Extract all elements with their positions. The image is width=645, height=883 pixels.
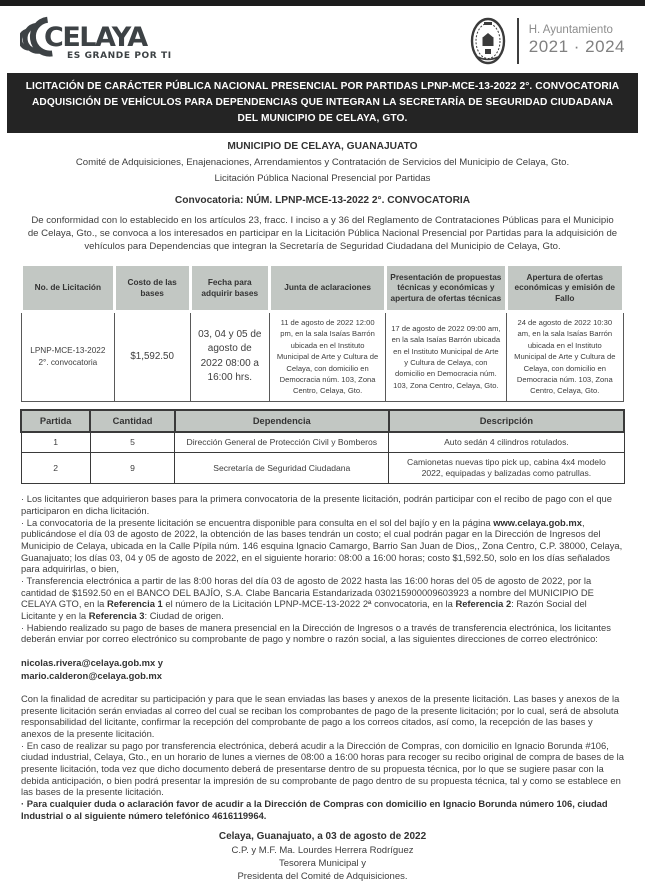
col-header-costo: Costo de las bases	[114, 264, 190, 311]
bullet-previous-bases: · Los licitantes que adquirieron bases para la primera convocatoria de la presente licitación, podrán participar con el recibo de pago con el que participaron en dicha licitación.	[21, 493, 612, 516]
ayuntamiento-text	[529, 24, 625, 57]
bullet-send-receipt: · Habiendo realizado su pago de bases de manera presencial en la Dirección de Ingresos o a través de transferencia electrónica, los licitantes deberán enviar por correo electrónico su comprobante de pago y nombre o razón social, a las siguientes direcciones de correo electrónico:	[21, 621, 611, 645]
items-table	[20, 409, 625, 485]
cell-cantidad: 5	[90, 432, 174, 453]
ayuntamiento-block	[469, 16, 625, 66]
paragraph-accreditation: Con la finalidad de acreditar su participación y para que le sean enviadas las bases y anexos de la presente licitación. Las bases y anexos de la presente licitación serán enviadas al correo del cual se reciban los comprobantes de pago de la presente licitación; por lo cual, será de absoluta responsabilidad del licitante, confirmar la recepción del comprobante de pago a los correos citados, así como, la recepción de las bases y anexos de la presente licitación.	[21, 693, 620, 740]
cell-costo: $1,592.50	[114, 312, 190, 402]
signatory-title-1: Tesorera Municipal y	[278, 858, 367, 870]
convocatoria-number: Convocatoria: NÚM. LPNP-MCE-13-2022 2°. CONVOCATORIA	[174, 195, 471, 207]
cell-cantidad: 9	[90, 452, 174, 483]
celaya-logo-tagline: ES GRANDE POR TI	[67, 51, 172, 61]
col-header-descripcion: Descripción	[389, 410, 624, 432]
tender-title-banner: LICITACIÓN DE CARÁCTER PÚBLICA NACIONAL PRESENCIAL POR PARTIDAS LPNP-MCE-13-2022 2°. CONVOCATORIA ADQUISICIÓN DE VEHÍCULOS PARA DEPENDENCIAS QUE INTEGRAN LA SECRETARÍA DE SEGURIDAD CIUDADANA DEL MUNICIPIO DE CELAYA, GTO.	[7, 73, 638, 133]
items-header-row	[21, 410, 624, 432]
municipality-title: MUNICIPIO DE CELAYA, GUANAJUATO	[227, 141, 418, 153]
header-divider	[517, 18, 519, 64]
col-header-apertura: Apertura de ofertas económicas y emisión de Fallo	[506, 264, 623, 311]
table-row	[21, 452, 624, 483]
celaya-logo	[20, 14, 190, 67]
col-header-dependencia: Dependencia	[175, 410, 389, 432]
cell-apertura: 24 de agosto de 2022 10:30 am, en la sala Isaías Barrón ubicada en el Instituto Municipal de Arte y Cultura de Celaya, con domicilio en Democracia núm. 103, Zona Centro, Celaya, Gto.	[506, 312, 623, 402]
table-row	[21, 432, 624, 453]
col-header-cantidad: Cantidad	[90, 410, 174, 432]
cell-descripcion: Auto sedán 4 cilindros rotulados.	[389, 432, 624, 453]
cell-fecha: 03, 04 y 05 de agosto de 2022 08:00 a 16:00 hrs.	[190, 312, 269, 402]
cell-licitacion: LPNP-MCE-13-2022 2°. convocatoria	[22, 312, 115, 402]
title-block	[0, 141, 645, 206]
committee-subtitle: Comité de Adquisiciones, Enajenaciones, Arrendamientos y Contratación de Servicios del Municipio de Celaya, Gto.	[75, 157, 570, 169]
col-header-licitacion: No. de Licitación	[22, 264, 115, 311]
notice-body	[21, 493, 624, 821]
col-header-presentacion: Presentación de propuestas técnicas y económicas y apertura de ofertas técnicas	[386, 264, 506, 311]
contact-emails: nicolas.rivera@celaya.gob.mx y mario.calderon@celaya.gob.mx	[21, 656, 164, 681]
signatory-title-2: Presidenta del Comité de Adquisiciones.	[237, 871, 408, 883]
municipal-seal-icon	[469, 16, 507, 66]
schedule-row	[22, 312, 624, 402]
cell-partida: 1	[21, 432, 90, 453]
footer-date-line: Celaya, Guanajuato, a 03 de agosto de 2022	[218, 831, 427, 843]
signatory-name: C.P. y M.F. Ma. Lourdes Herrera Rodríguez	[231, 845, 414, 857]
col-header-junta: Junta de aclaraciones	[270, 264, 386, 311]
cell-junta: 11 de agosto de 2022 12:00 pm, en la sala Isaías Barrón ubicada en el Instituto Municipal de Arte y Cultura de Celaya, con domicilio en Democracia núm. 103, Zona Centro, Celaya, Gto.	[270, 312, 386, 402]
cell-dependencia: Dirección General de Protección Civil y Bomberos	[175, 432, 389, 453]
bullet-pickup-receipt: · En caso de realizar su pago por transferencia electrónica, deberá acudir a la Dirección de Compras, con domicilio en Ignacio Borunda #106, ciudad industrial, Celaya, Gto., en un horario de lunes a viernes de 08:00 a 16:00 horas para recoger su recibo original de compra de bases de la presente licitación, toda vez que dicho documento deberá de presentarse dentro de su propuesta técnica, por lo que se sugiere pasar con la debida anticipación, o bien podrá presentar la impresión de su comprobante de pago dentro de su propuesta técnica, tal y como se establece en las bases de la presente licitación.	[21, 739, 624, 798]
ayuntamiento-label: H. Ayuntamiento	[528, 24, 613, 37]
ayuntamiento-term: 2021 · 2024	[528, 37, 625, 57]
cell-descripcion: Camionetas nuevas tipo pick up, cabina 4x4 modelo 2022, equipadas y balizadas como patrullas.	[389, 452, 624, 483]
col-header-partida: Partida	[21, 410, 90, 432]
bullet-convocatoria-availability: · La convocatoria de la presente licitación se encuentra disponible para consulta en el sol del bajío y en la página www.celaya.gob.mx, publicándose el día 03 de agosto de 2022, la obtención de las bases tendrán un costo; el cual podrán pagar en la Dirección de Ingresos del Municipio de Celaya, ubicada en la Calle Pípila núm. 146 esquina Ignacio Camargo, Barrio San Juan de Dios,, Zona Centro, C.P. 38000, Celaya, Guanajuato; los días 03, 04 y 05 de agosto de 2022, en el siguiente horario: 08:00 a 16:00 horas; costo $1,592.50, solo en los días señalados para adquirirlas, o bien,	[21, 516, 623, 575]
col-header-fecha: Fecha para adquirir bases	[190, 264, 269, 311]
document-header	[0, 6, 645, 70]
procedure-subtitle: Licitación Pública Nacional Presencial por Partidas	[214, 173, 431, 185]
cell-presentacion: 17 de agosto de 2022 09:00 am, en la sala Isaías Barrón ubicada en el Instituto Municipal de Arte y Cultura de Celaya, con domicilio en Democracia núm. 103, Zona Centro, Celaya, Gto.	[386, 312, 506, 402]
intro-paragraph: De conformidad con lo establecido en los artículos 23, fracc. I inciso a y 36 del Reglamento de Contrataciones Públicas para el Municipio de Celaya, Gto., se convoca a los interesados en participar en la Licitación Pública Nacional Presencial por Partidas para la adquisición de vehículos para Dependencias que integran la Secretaría de Seguridad Ciudadana del Municipio de Celaya, Gto.	[27, 215, 618, 252]
cell-partida: 2	[21, 452, 90, 483]
celaya-logo-wordmark: CELAYA	[44, 22, 147, 53]
schedule-header-row	[22, 264, 624, 311]
bullet-contact-info: · Para cualquier duda o aclaración favor de acudir a la Dirección de Compras con domicilio en Ignacio Borunda número 106, ciudad Industrial o al siguiente número telefónico 4616119964.	[21, 798, 608, 821]
celaya-logo-graphic	[20, 14, 190, 62]
bullet-electronic-transfer: · Transferencia electrónica a partir de las 8:00 horas del día 03 de agosto de 2022 hasta las 16:00 horas del 05 de agosto de 2022, por la cantidad de $1592.50 en el BANCO DEL BAJÍO, S.A. Clabe Bancaria Estandarizada 030215900009603923 a nombre del MUNICIPIO DE CELAYA GTO, en la Referencia 1 el número de la Licitación LPNP-MCE-13-2022 2ª convocatoria, en la Referencia 2: Razón Social del Licitante y en la Referencia 3: Ciudad de origen.	[21, 574, 594, 621]
cell-dependencia: Secretaría de Seguridad Ciudadana	[175, 452, 389, 483]
schedule-table	[20, 263, 625, 402]
